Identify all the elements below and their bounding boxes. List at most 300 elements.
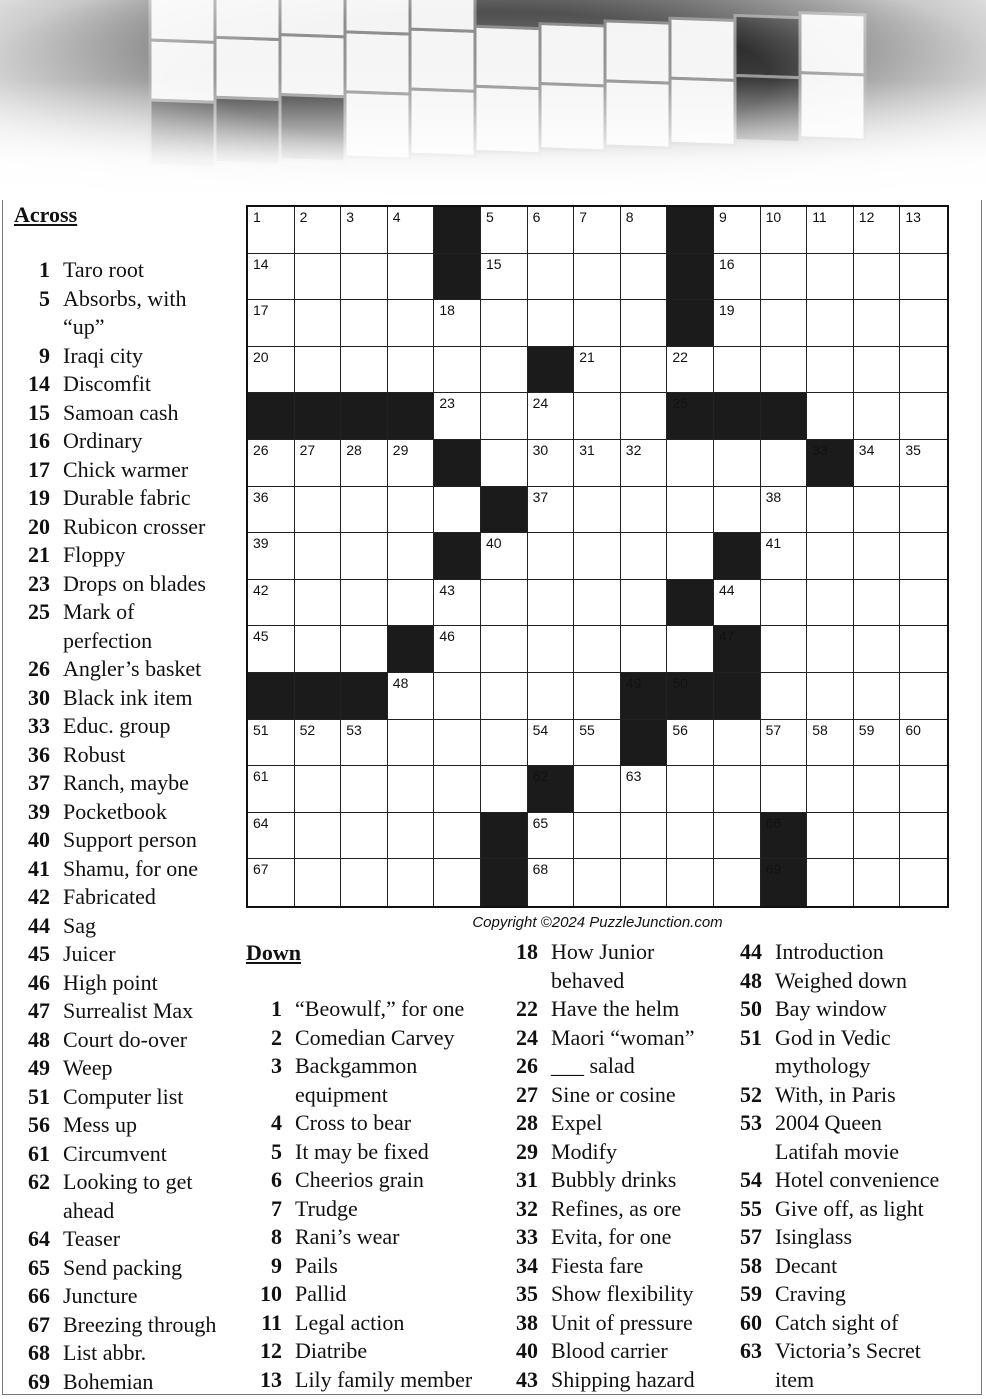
grid-cell[interactable]	[481, 254, 528, 301]
grid-cell[interactable]	[714, 347, 761, 394]
grid-cell[interactable]	[667, 766, 714, 813]
cell-number: 14	[253, 255, 269, 272]
clue-number: 47	[28, 998, 50, 1023]
grid-cell[interactable]	[667, 859, 714, 906]
grid-block	[714, 393, 761, 440]
grid-cell[interactable]	[528, 533, 575, 580]
grid-cell[interactable]	[854, 300, 901, 347]
grid-cell[interactable]	[295, 440, 342, 487]
grid-cell[interactable]	[528, 254, 575, 301]
grid-cell[interactable]	[481, 626, 528, 673]
clue-number: 26	[28, 656, 50, 681]
clue-item	[726, 938, 981, 967]
grid-cell[interactable]	[481, 580, 528, 627]
grid-cell[interactable]	[854, 580, 901, 627]
cell-number: 60	[905, 721, 921, 738]
clue-text: Show flexibility	[551, 1281, 694, 1306]
grid-cell[interactable]	[574, 347, 621, 394]
clue-item	[14, 513, 244, 542]
clue-item	[14, 484, 244, 513]
grid-cell[interactable]	[388, 766, 435, 813]
clue-text: Angler’s basket	[63, 656, 202, 681]
grid-cell[interactable]	[341, 207, 388, 254]
grid-cell[interactable]	[574, 440, 621, 487]
clue-item	[502, 1309, 727, 1338]
clue-item	[502, 938, 727, 967]
cell-number: 44	[718, 581, 735, 598]
grid-cell[interactable]	[248, 720, 295, 767]
grid-cell[interactable]	[341, 859, 388, 906]
grid-cell[interactable]	[807, 533, 854, 580]
clue-text: Decant	[775, 1252, 838, 1278]
grid-cell[interactable]	[900, 673, 947, 720]
grid-cell[interactable]	[667, 440, 714, 487]
grid-cell[interactable]	[621, 766, 668, 813]
grid-cell[interactable]	[574, 487, 621, 534]
clue-item	[726, 1052, 981, 1081]
grid-cell[interactable]	[341, 440, 388, 487]
grid-cell[interactable]	[341, 254, 388, 301]
clue-text: Cheerios grain	[295, 1167, 424, 1192]
grid-cell[interactable]	[434, 393, 481, 440]
grid-cell[interactable]	[574, 300, 621, 347]
grid-cell[interactable]	[854, 440, 901, 487]
grid-cell[interactable]	[807, 813, 854, 860]
grid-cell[interactable]	[248, 207, 295, 254]
grid-cell[interactable]	[854, 720, 901, 767]
grid-cell[interactable]	[295, 580, 342, 627]
grid-cell[interactable]	[667, 347, 714, 394]
grid-cell[interactable]	[761, 440, 808, 487]
grid-cell[interactable]	[854, 859, 901, 906]
clue-item	[14, 1339, 244, 1368]
grid-cell[interactable]	[248, 300, 295, 347]
cell-number: 2	[299, 209, 308, 225]
clue-number: 28	[516, 1110, 538, 1135]
clue-number: 62	[28, 1169, 50, 1194]
grid-cell[interactable]	[807, 254, 854, 301]
grid-cell[interactable]	[807, 626, 854, 673]
grid-cell[interactable]	[807, 393, 854, 440]
grid-cell[interactable]	[341, 580, 388, 627]
grid-cell[interactable]	[900, 393, 947, 440]
clue-item	[246, 1024, 506, 1053]
grid-cell[interactable]	[667, 813, 714, 860]
grid-cell[interactable]	[854, 766, 901, 813]
grid-block	[667, 580, 714, 627]
grid-cell[interactable]	[388, 533, 435, 580]
grid-block	[388, 626, 435, 673]
clue-text: Breezing through	[63, 1311, 217, 1337]
grid-cell[interactable]	[574, 533, 621, 580]
grid-cell[interactable]	[714, 720, 761, 767]
grid-cell[interactable]	[528, 720, 575, 767]
clue-text: perfection	[63, 627, 153, 653]
grid-cell[interactable]	[295, 859, 342, 906]
grid-cell[interactable]	[807, 580, 854, 627]
clue-number: 53	[740, 1110, 762, 1135]
grid-cell[interactable]	[341, 300, 388, 347]
grid-cell[interactable]	[388, 300, 435, 347]
grid-cell[interactable]	[667, 626, 714, 673]
clue-text: Give off, as light	[775, 1195, 924, 1221]
clue-text: Legal action	[295, 1309, 405, 1335]
grid-cell[interactable]	[295, 626, 342, 673]
grid-cell[interactable]	[434, 347, 481, 394]
grid-cell[interactable]	[761, 254, 808, 301]
clue-text: Bay window	[775, 996, 887, 1021]
clue-item	[14, 655, 244, 684]
grid-cell[interactable]	[900, 487, 947, 534]
grid-cell[interactable]	[667, 720, 714, 767]
grid-cell[interactable]	[574, 766, 621, 813]
grid-cell[interactable]	[807, 207, 854, 254]
grid-cell[interactable]	[434, 813, 481, 860]
grid-cell[interactable]	[481, 673, 528, 720]
grid-cell[interactable]	[295, 207, 342, 254]
grid-cell[interactable]	[621, 813, 668, 860]
grid-cell[interactable]	[574, 673, 621, 720]
grid-cell[interactable]	[900, 766, 947, 813]
cell-number: 4	[392, 209, 401, 225]
grid-cell[interactable]	[341, 626, 388, 673]
grid-cell[interactable]	[434, 580, 481, 627]
grid-cell[interactable]	[761, 766, 808, 813]
grid-block	[761, 393, 808, 440]
clue-item	[502, 995, 727, 1024]
grid-cell[interactable]	[574, 393, 621, 440]
grid-cell[interactable]	[528, 487, 575, 534]
grid-cell[interactable]	[248, 533, 295, 580]
grid-block	[667, 300, 714, 347]
grid-block	[528, 766, 575, 813]
grid-cell[interactable]	[807, 673, 854, 720]
cell-number: 17	[253, 302, 269, 319]
grid-cell[interactable]	[341, 533, 388, 580]
grid-cell[interactable]	[295, 300, 342, 347]
cell-number: 64	[253, 814, 269, 831]
grid-cell[interactable]	[807, 859, 854, 906]
grid-cell[interactable]	[621, 300, 668, 347]
grid-cell[interactable]	[528, 626, 575, 673]
grid-cell[interactable]	[621, 533, 668, 580]
grid-cell[interactable]	[295, 347, 342, 394]
cell-number: 42	[253, 581, 269, 598]
cell-number: 55	[579, 721, 595, 738]
grid-block	[667, 207, 714, 254]
grid-cell[interactable]	[388, 673, 435, 720]
clue-number: 55	[740, 1195, 762, 1221]
grid-cell[interactable]	[295, 813, 342, 860]
clue-text: behaved	[551, 967, 625, 993]
grid-cell[interactable]	[900, 813, 947, 860]
grid-cell[interactable]	[248, 254, 295, 301]
clue-text: Juncture	[63, 1283, 138, 1308]
grid-cell[interactable]	[388, 720, 435, 767]
grid-cell[interactable]	[854, 393, 901, 440]
clue-number: 29	[516, 1138, 538, 1164]
grid-block	[528, 347, 575, 394]
cell-number: 46	[439, 628, 455, 645]
grid-cell[interactable]	[388, 254, 435, 301]
grid-cell[interactable]	[761, 673, 808, 720]
grid-cell[interactable]	[854, 254, 901, 301]
grid-cell[interactable]	[854, 207, 901, 254]
grid-cell[interactable]	[528, 673, 575, 720]
grid-cell[interactable]	[388, 859, 435, 906]
grid-block	[295, 393, 342, 440]
clue-number: 24	[516, 1024, 538, 1050]
grid-cell[interactable]	[761, 300, 808, 347]
grid-cell[interactable]	[434, 300, 481, 347]
grid-cell[interactable]	[388, 580, 435, 627]
clue-text: Sine or cosine	[551, 1081, 676, 1107]
grid-cell[interactable]	[854, 347, 901, 394]
cell-number: 11	[812, 209, 827, 225]
clue-text: Pallid	[295, 1281, 347, 1306]
grid-cell[interactable]	[714, 766, 761, 813]
clue-number: 21	[28, 542, 50, 567]
clue-text: “up”	[63, 314, 105, 339]
grid-cell[interactable]	[900, 533, 947, 580]
clue-item	[726, 1195, 981, 1224]
grid-cell[interactable]	[761, 720, 808, 767]
clue-item	[502, 1195, 727, 1224]
grid-cell[interactable]	[761, 207, 808, 254]
clue-number: 60	[740, 1309, 762, 1335]
clue-item	[14, 256, 244, 285]
grid-cell[interactable]	[900, 626, 947, 673]
grid-cell[interactable]	[900, 580, 947, 627]
grid-cell[interactable]	[388, 813, 435, 860]
grid-cell[interactable]	[761, 580, 808, 627]
grid-cell[interactable]	[714, 254, 761, 301]
grid-cell[interactable]	[481, 347, 528, 394]
grid-cell[interactable]	[621, 859, 668, 906]
clue-text: Samoan cash	[63, 399, 179, 425]
cell-number: 40	[485, 535, 502, 552]
clue-number: 54	[740, 1167, 762, 1192]
clue-item	[14, 1225, 244, 1254]
grid-block	[761, 859, 808, 906]
grid-cell[interactable]	[761, 626, 808, 673]
grid-cell[interactable]	[481, 393, 528, 440]
grid-cell[interactable]	[248, 440, 295, 487]
clue-item	[14, 684, 244, 713]
clue-number: 39	[28, 798, 50, 824]
grid-cell[interactable]	[854, 626, 901, 673]
grid-cell[interactable]	[854, 487, 901, 534]
cell-number: 26	[253, 441, 269, 458]
clue-text: List abbr.	[63, 1340, 147, 1365]
grid-cell[interactable]	[481, 300, 528, 347]
grid-cell[interactable]	[528, 440, 575, 487]
grid-cell[interactable]	[481, 207, 528, 254]
grid-cell[interactable]	[248, 487, 295, 534]
cell-number: 25	[672, 395, 688, 412]
grid-cell[interactable]	[574, 626, 621, 673]
grid-cell[interactable]	[481, 766, 528, 813]
clue-item	[726, 1280, 981, 1309]
cell-number: 57	[765, 721, 782, 738]
grid-cell[interactable]	[528, 813, 575, 860]
grid-cell[interactable]	[667, 533, 714, 580]
grid-cell[interactable]	[807, 720, 854, 767]
grid-cell[interactable]	[248, 766, 295, 813]
grid-cell[interactable]	[900, 347, 947, 394]
cell-number: 35	[905, 441, 921, 458]
grid-cell[interactable]	[248, 813, 295, 860]
grid-cell[interactable]	[621, 440, 668, 487]
grid-cell[interactable]	[528, 859, 575, 906]
clue-text: Ordinary	[63, 428, 143, 453]
clue-text: Educ. group	[63, 713, 171, 738]
clue-number: 33	[28, 713, 50, 738]
grid-cell[interactable]	[481, 720, 528, 767]
grid-cell[interactable]	[761, 487, 808, 534]
clue-number: 8	[271, 1224, 282, 1249]
grid-cell[interactable]	[574, 254, 621, 301]
cell-number: 31	[579, 441, 595, 458]
clue-text: Fabricated	[63, 884, 156, 909]
clue-number: 46	[28, 969, 50, 995]
grid-cell[interactable]	[761, 347, 808, 394]
grid-cell[interactable]	[807, 347, 854, 394]
grid-cell[interactable]	[341, 487, 388, 534]
grid-cell[interactable]	[574, 859, 621, 906]
grid-cell[interactable]	[388, 347, 435, 394]
grid-cell[interactable]	[900, 859, 947, 906]
grid-cell[interactable]	[900, 300, 947, 347]
grid-cell[interactable]	[761, 533, 808, 580]
grid-cell[interactable]	[341, 720, 388, 767]
cell-number: 5	[485, 209, 494, 225]
banner-image	[0, 0, 986, 200]
clue-text: Taro root	[63, 257, 144, 282]
grid-cell[interactable]	[621, 393, 668, 440]
grid-block	[248, 393, 295, 440]
grid-cell[interactable]	[528, 300, 575, 347]
clue-number: 36	[28, 741, 50, 767]
grid-cell[interactable]	[667, 487, 714, 534]
grid-cell[interactable]	[248, 859, 295, 906]
grid-cell[interactable]	[528, 393, 575, 440]
clue-item	[502, 1252, 727, 1281]
grid-cell[interactable]	[528, 580, 575, 627]
grid-cell[interactable]	[714, 813, 761, 860]
grid-cell[interactable]	[854, 813, 901, 860]
clue-number: 3	[271, 1053, 282, 1078]
cell-number: 43	[439, 581, 455, 598]
clue-item	[726, 1366, 981, 1395]
grid-cell[interactable]	[481, 533, 528, 580]
grid-cell[interactable]	[295, 766, 342, 813]
grid-cell[interactable]	[574, 720, 621, 767]
grid-cell[interactable]	[807, 300, 854, 347]
grid-block	[621, 673, 668, 720]
grid-cell[interactable]	[900, 254, 947, 301]
clue-item	[14, 570, 244, 599]
clue-number: 1	[39, 257, 50, 282]
grid-cell[interactable]	[248, 626, 295, 673]
grid-cell[interactable]	[574, 580, 621, 627]
clue-text: equipment	[295, 1081, 388, 1107]
grid-cell[interactable]	[434, 766, 481, 813]
grid-cell[interactable]	[714, 300, 761, 347]
grid-cell[interactable]	[248, 347, 295, 394]
grid-cell[interactable]	[714, 440, 761, 487]
clue-item	[14, 1054, 244, 1083]
grid-cell[interactable]	[621, 626, 668, 673]
grid-cell[interactable]	[341, 347, 388, 394]
grid-cell[interactable]	[621, 487, 668, 534]
grid-block	[714, 626, 761, 673]
clue-item	[14, 399, 244, 428]
grid-cell[interactable]	[621, 254, 668, 301]
grid-cell[interactable]	[295, 533, 342, 580]
cell-number: 7	[579, 209, 587, 225]
cell-number: 50	[672, 674, 688, 691]
clue-item	[14, 313, 244, 342]
grid-cell[interactable]	[900, 440, 947, 487]
grid-cell[interactable]	[621, 347, 668, 394]
clue-text: Backgammon	[295, 1053, 418, 1078]
cell-number: 33	[812, 441, 828, 458]
clue-text: Pails	[295, 1252, 338, 1278]
grid-cell[interactable]	[528, 207, 575, 254]
grid-cell[interactable]	[295, 254, 342, 301]
grid-cell[interactable]	[714, 487, 761, 534]
grid-cell[interactable]	[714, 207, 761, 254]
grid-cell[interactable]	[434, 626, 481, 673]
clue-text: With, in Paris	[775, 1081, 896, 1107]
grid-cell[interactable]	[481, 440, 528, 487]
grid-cell[interactable]	[434, 673, 481, 720]
cell-number: 34	[858, 441, 875, 458]
grid-cell[interactable]	[388, 487, 435, 534]
grid-cell[interactable]	[714, 859, 761, 906]
grid-cell[interactable]	[574, 813, 621, 860]
grid-cell[interactable]	[388, 207, 435, 254]
cell-number: 20	[253, 348, 269, 365]
grid-cell[interactable]	[388, 440, 435, 487]
grid-cell[interactable]	[621, 207, 668, 254]
grid-cell[interactable]	[295, 720, 342, 767]
grid-cell[interactable]	[621, 580, 668, 627]
grid-cell[interactable]	[341, 813, 388, 860]
clue-item	[246, 1337, 506, 1366]
grid-cell[interactable]	[807, 487, 854, 534]
grid-cell[interactable]	[574, 207, 621, 254]
clue-text: Send packing	[63, 1254, 183, 1280]
clue-number: 40	[516, 1338, 538, 1363]
clue-item	[246, 1081, 506, 1110]
clue-item	[502, 1366, 727, 1395]
grid-cell[interactable]	[341, 766, 388, 813]
grid-cell[interactable]	[900, 207, 947, 254]
grid-cell[interactable]	[295, 487, 342, 534]
grid-cell[interactable]	[434, 720, 481, 767]
grid-cell[interactable]	[714, 580, 761, 627]
grid-cell[interactable]	[434, 487, 481, 534]
grid-cell[interactable]	[434, 859, 481, 906]
grid-cell[interactable]	[900, 720, 947, 767]
grid-cell[interactable]	[807, 766, 854, 813]
grid-cell[interactable]	[854, 533, 901, 580]
clue-text: Cross to bear	[295, 1110, 412, 1135]
grid-cell[interactable]	[248, 580, 295, 627]
grid-cell[interactable]	[854, 673, 901, 720]
